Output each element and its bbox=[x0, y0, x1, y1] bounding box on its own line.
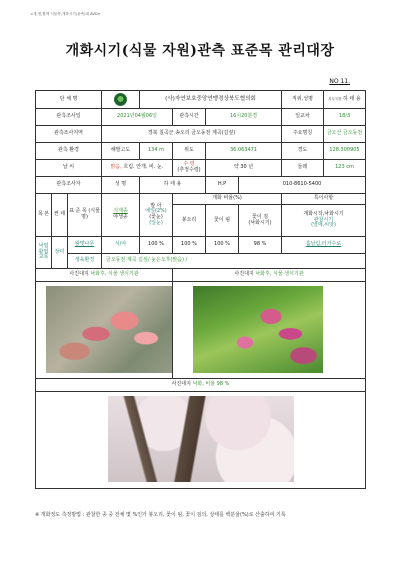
org-name: (사)자연보호중앙연맹경상북도협의회 bbox=[140, 91, 282, 109]
weather-value: 맑음, 흐림. 안개. 비. 눈. bbox=[102, 160, 173, 177]
footnote: ※ 개화정도 측정방법 : 관찰한 종 중 전체 몇 %인가 봉오리, 꽃이 핌, 꽃이 짐의, 상태를 백분율(%)로 산출하여 기록 bbox=[35, 512, 286, 518]
bud-value: 100 % bbox=[173, 237, 206, 254]
family-cell: 장미 bbox=[52, 237, 68, 269]
bud-header: 봉오리 bbox=[173, 205, 206, 237]
chief-cell: 사무국장 하 태 용 bbox=[324, 91, 366, 109]
latitude-label: 위도 bbox=[173, 143, 206, 160]
photo3-cell bbox=[36, 392, 366, 489]
org-label: 단 체 명 bbox=[36, 91, 102, 109]
day-length-value: 18/3 bbox=[324, 109, 366, 126]
location-label: 관측조사지역 bbox=[36, 126, 102, 143]
location-value: 경북 칠곡군 송오리 금오동천 계곡(길섶) bbox=[102, 126, 282, 143]
plant-photo bbox=[193, 286, 323, 373]
obs-time-label: 관측시간 bbox=[173, 109, 206, 126]
flower-photo bbox=[46, 286, 173, 373]
tree-age-value: 약 30 년 bbox=[206, 160, 282, 177]
habitat-value: 금오동천 계곡 길섶/ 늦은오후(맑음) / bbox=[102, 254, 366, 269]
longitude-value: 128.300905 bbox=[324, 143, 366, 160]
photo1-cell bbox=[36, 282, 173, 379]
photo2-cell bbox=[173, 282, 366, 379]
header-budding: 발 아 에잎(2%) (꽃눈) (잎눈) bbox=[140, 194, 173, 237]
document-title: 개화시기(식물 자원)관측 표준목 관리대장 bbox=[65, 43, 335, 59]
budding-value: 100 % bbox=[140, 237, 173, 254]
category-cell: 낙엽 활엽 교목 bbox=[36, 237, 52, 269]
header-species: 식재종 야생종 bbox=[102, 194, 140, 237]
org-logo-cell bbox=[102, 91, 140, 109]
logo-icon bbox=[114, 93, 127, 106]
observer-phone: 010-8610-5400 bbox=[239, 177, 366, 194]
tree-name: 왕벚나무 bbox=[68, 237, 102, 254]
header-note: <개,생,할책 식물측,개화시기(관측)대 AVD> bbox=[30, 12, 101, 16]
header-kwa: 썬 태 bbox=[52, 194, 68, 237]
obs-date-value: 2021년04월06일 bbox=[102, 109, 173, 126]
altitude-label: 해발고도 bbox=[102, 143, 140, 160]
notes-header: 특이사항 bbox=[282, 194, 366, 205]
latitude-value: 36.063471 bbox=[206, 143, 282, 160]
fall-value: 98 % bbox=[239, 237, 282, 254]
photo3-header: 사진대지 낙화, 비율 98 % bbox=[36, 379, 366, 392]
document-number: NO 11. bbox=[329, 78, 350, 85]
landmark-label: 주요명칭 bbox=[282, 126, 324, 143]
bloom-value: 100 % bbox=[206, 237, 239, 254]
record-table bbox=[35, 90, 366, 489]
name-label: 성 명 bbox=[102, 177, 140, 194]
longitude-label: 경도 bbox=[282, 143, 324, 160]
notes-sub-header: 개화시작,낙화시기 관찰시기 (열매,씨앗) bbox=[282, 205, 366, 237]
flowering-ratio-header: 개화 비율(%) bbox=[173, 194, 282, 205]
altitude-value: 134 m bbox=[140, 143, 173, 160]
phone-label: H.P bbox=[206, 177, 239, 194]
landmark-value: 금오산 금오동천 bbox=[324, 126, 366, 143]
header-mok: 목 본 bbox=[36, 194, 52, 237]
species-value: 식/야 bbox=[102, 237, 140, 254]
chief-label: 직위,성명 bbox=[282, 91, 324, 109]
girth-label: 둘레 bbox=[282, 160, 324, 177]
tree-age-label: 수 령 (추정수령) bbox=[173, 160, 206, 177]
env-label: 관측 환경 bbox=[36, 143, 102, 160]
notes-value: 흩날림,터가수로 bbox=[282, 237, 366, 254]
tree-photo bbox=[108, 396, 294, 482]
girth-value: 123 cm bbox=[324, 160, 366, 177]
obs-date-label: 관측조사일 bbox=[36, 109, 102, 126]
day-length-label: 일교차 bbox=[282, 109, 324, 126]
observer-name: 하 태 용 bbox=[140, 177, 206, 194]
header-standard-tree: 표 준 목 (식물명) bbox=[68, 194, 102, 237]
habitat-label: 생육환경 bbox=[68, 254, 102, 269]
photo2-header: 사진대지 낙화후, 식물 생식기관 bbox=[173, 269, 366, 282]
obs-time-value: 16시20분경 bbox=[206, 109, 282, 126]
bloom-header: 꽃이 핌 bbox=[206, 205, 239, 237]
fall-header: 꽃이 짐 (낙화시기) bbox=[239, 205, 282, 237]
photo1-header: 사진대지 낙화후, 식물 생식기관 bbox=[36, 269, 173, 282]
observer-label: 관측조사자 bbox=[36, 177, 102, 194]
weather-label: 날 씨 bbox=[36, 160, 102, 177]
